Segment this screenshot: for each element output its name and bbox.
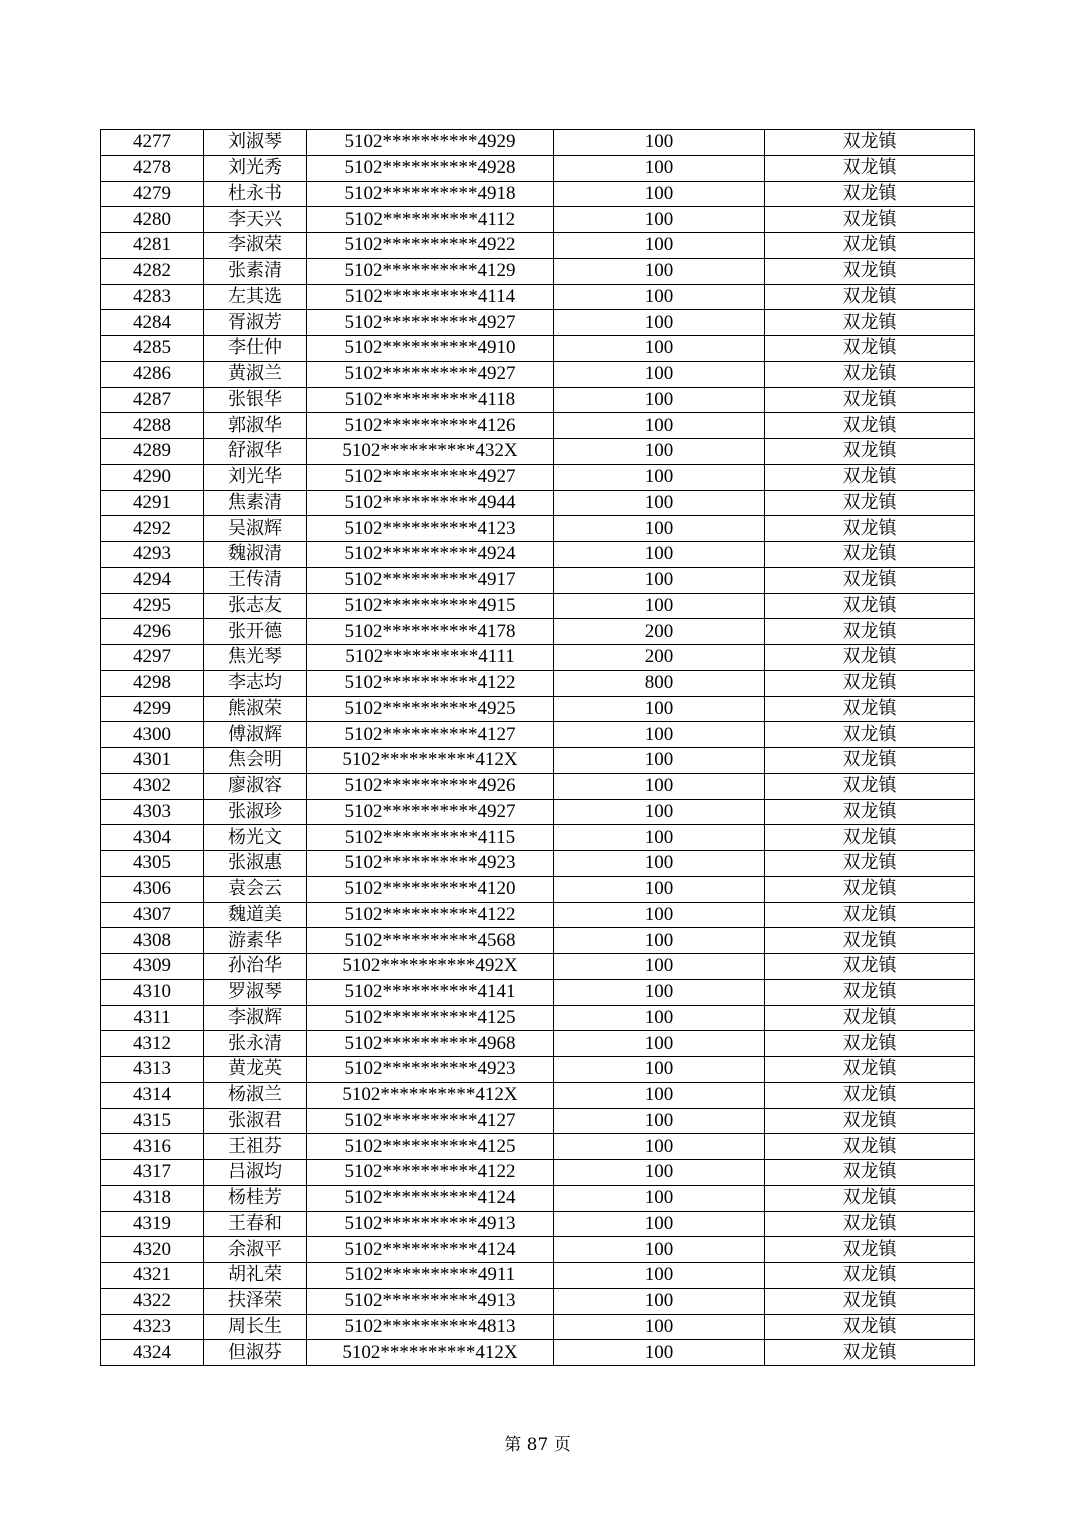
cell-id-number: 5102**********4122: [307, 902, 554, 928]
cell-name: 王春和: [204, 1211, 307, 1237]
cell-town: 双龙镇: [765, 1288, 975, 1314]
cell-serial-number: 4278: [101, 155, 204, 181]
cell-name: 刘淑琴: [204, 130, 307, 156]
table-row: [101, 207, 975, 233]
cell-amount: 100: [554, 1340, 765, 1366]
cell-amount: 100: [554, 413, 765, 439]
cell-amount: 100: [554, 1160, 765, 1186]
cell-town: 双龙镇: [765, 825, 975, 851]
cell-name: 胡礼荣: [204, 1263, 307, 1289]
table-row: [101, 1160, 975, 1186]
cell-town: 双龙镇: [765, 181, 975, 207]
cell-serial-number: 4318: [101, 1185, 204, 1211]
cell-name: 周长生: [204, 1314, 307, 1340]
cell-id-number: 5102**********4918: [307, 181, 554, 207]
cell-town: 双龙镇: [765, 336, 975, 362]
table-row: [101, 1005, 975, 1031]
table-row: [101, 310, 975, 336]
cell-town: 双龙镇: [765, 155, 975, 181]
table-row: [101, 336, 975, 362]
cell-serial-number: 4322: [101, 1288, 204, 1314]
cell-id-number: 5102**********4120: [307, 876, 554, 902]
cell-id-number: 5102**********412X: [307, 748, 554, 774]
cell-town: 双龙镇: [765, 1005, 975, 1031]
cell-serial-number: 4307: [101, 902, 204, 928]
table-row: [101, 155, 975, 181]
cell-amount: 100: [554, 258, 765, 284]
table-row: [101, 181, 975, 207]
cell-name: 余淑平: [204, 1237, 307, 1263]
cell-town: 双龙镇: [765, 619, 975, 645]
cell-id-number: 5102**********412X: [307, 1082, 554, 1108]
cell-serial-number: 4295: [101, 593, 204, 619]
cell-id-number: 5102**********4927: [307, 361, 554, 387]
table-row: [101, 928, 975, 954]
cell-name: 熊淑荣: [204, 696, 307, 722]
cell-town: 双龙镇: [765, 696, 975, 722]
cell-amount: 100: [554, 799, 765, 825]
cell-amount: 100: [554, 542, 765, 568]
cell-id-number: 5102**********4123: [307, 516, 554, 542]
cell-serial-number: 4288: [101, 413, 204, 439]
cell-id-number: 5102**********4915: [307, 593, 554, 619]
cell-id-number: 5102**********4568: [307, 928, 554, 954]
cell-serial-number: 4282: [101, 258, 204, 284]
cell-town: 双龙镇: [765, 387, 975, 413]
cell-id-number: 5102**********4926: [307, 773, 554, 799]
cell-amount: 100: [554, 1263, 765, 1289]
cell-serial-number: 4315: [101, 1108, 204, 1134]
cell-id-number: 5102**********4911: [307, 1263, 554, 1289]
cell-town: 双龙镇: [765, 1340, 975, 1366]
cell-name: 张淑珍: [204, 799, 307, 825]
table-row: [101, 670, 975, 696]
cell-amount: 100: [554, 361, 765, 387]
cell-amount: 100: [554, 310, 765, 336]
cell-name: 黄龙英: [204, 1057, 307, 1083]
cell-amount: 100: [554, 567, 765, 593]
cell-town: 双龙镇: [765, 207, 975, 233]
cell-name: 张淑惠: [204, 851, 307, 877]
cell-serial-number: 4313: [101, 1057, 204, 1083]
cell-amount: 100: [554, 207, 765, 233]
cell-town: 双龙镇: [765, 722, 975, 748]
cell-amount: 100: [554, 696, 765, 722]
cell-name: 张开德: [204, 619, 307, 645]
cell-serial-number: 4277: [101, 130, 204, 156]
cell-name: 魏道美: [204, 902, 307, 928]
cell-town: 双龙镇: [765, 670, 975, 696]
cell-serial-number: 4296: [101, 619, 204, 645]
cell-id-number: 5102**********4125: [307, 1134, 554, 1160]
cell-serial-number: 4309: [101, 954, 204, 980]
cell-town: 双龙镇: [765, 1082, 975, 1108]
cell-town: 双龙镇: [765, 310, 975, 336]
cell-town: 双龙镇: [765, 413, 975, 439]
page-number: 第 87 页: [504, 1435, 571, 1455]
table-row: [101, 876, 975, 902]
cell-amount: 100: [554, 387, 765, 413]
cell-name: 王传清: [204, 567, 307, 593]
cell-name: 舒淑华: [204, 439, 307, 465]
cell-serial-number: 4294: [101, 567, 204, 593]
cell-id-number: 5102**********4125: [307, 1005, 554, 1031]
cell-town: 双龙镇: [765, 1185, 975, 1211]
table-row: [101, 1237, 975, 1263]
cell-id-number: 5102**********432X: [307, 439, 554, 465]
cell-name: 张素清: [204, 258, 307, 284]
table-row: [101, 1082, 975, 1108]
cell-name: 李淑辉: [204, 1005, 307, 1031]
cell-amount: 200: [554, 645, 765, 671]
cell-serial-number: 4285: [101, 336, 204, 362]
cell-amount: 100: [554, 130, 765, 156]
cell-id-number: 5102**********412X: [307, 1340, 554, 1366]
table-row: [101, 233, 975, 259]
cell-serial-number: 4302: [101, 773, 204, 799]
cell-name: 吕淑均: [204, 1160, 307, 1186]
cell-amount: 100: [554, 593, 765, 619]
cell-serial-number: 4319: [101, 1211, 204, 1237]
cell-name: 罗淑琴: [204, 979, 307, 1005]
cell-amount: 100: [554, 1288, 765, 1314]
cell-name: 李天兴: [204, 207, 307, 233]
cell-amount: 100: [554, 155, 765, 181]
cell-town: 双龙镇: [765, 1263, 975, 1289]
cell-name: 傅淑辉: [204, 722, 307, 748]
cell-serial-number: 4303: [101, 799, 204, 825]
cell-serial-number: 4308: [101, 928, 204, 954]
cell-amount: 100: [554, 876, 765, 902]
cell-id-number: 5102**********4910: [307, 336, 554, 362]
cell-town: 双龙镇: [765, 748, 975, 774]
cell-id-number: 5102**********4927: [307, 464, 554, 490]
cell-amount: 100: [554, 1082, 765, 1108]
cell-id-number: 5102**********4127: [307, 722, 554, 748]
cell-name: 王祖芬: [204, 1134, 307, 1160]
cell-name: 李仕仲: [204, 336, 307, 362]
table-row: [101, 1134, 975, 1160]
cell-town: 双龙镇: [765, 876, 975, 902]
table-row: [101, 1288, 975, 1314]
cell-amount: 100: [554, 1237, 765, 1263]
cell-id-number: 5102**********4112: [307, 207, 554, 233]
table-row: [101, 516, 975, 542]
cell-name: 张银华: [204, 387, 307, 413]
cell-serial-number: 4298: [101, 670, 204, 696]
cell-id-number: 5102**********4126: [307, 413, 554, 439]
cell-id-number: 5102**********4115: [307, 825, 554, 851]
cell-amount: 100: [554, 439, 765, 465]
table-row: [101, 1108, 975, 1134]
cell-name: 杨光文: [204, 825, 307, 851]
cell-name: 杨淑兰: [204, 1082, 307, 1108]
cell-name: 但淑芬: [204, 1340, 307, 1366]
cell-serial-number: 4304: [101, 825, 204, 851]
cell-id-number: 5102**********4923: [307, 851, 554, 877]
cell-town: 双龙镇: [765, 284, 975, 310]
cell-id-number: 5102**********4924: [307, 542, 554, 568]
table-row: [101, 799, 975, 825]
cell-amount: 100: [554, 233, 765, 259]
cell-serial-number: 4301: [101, 748, 204, 774]
cell-serial-number: 4284: [101, 310, 204, 336]
cell-town: 双龙镇: [765, 490, 975, 516]
cell-town: 双龙镇: [765, 954, 975, 980]
table-row: [101, 567, 975, 593]
table-row: [101, 825, 975, 851]
cell-town: 双龙镇: [765, 361, 975, 387]
cell-name: 刘光秀: [204, 155, 307, 181]
cell-amount: 100: [554, 1314, 765, 1340]
cell-id-number: 5102**********4129: [307, 258, 554, 284]
table-row: [101, 593, 975, 619]
table-row: [101, 464, 975, 490]
cell-town: 双龙镇: [765, 516, 975, 542]
cell-town: 双龙镇: [765, 1314, 975, 1340]
cell-amount: 100: [554, 928, 765, 954]
cell-id-number: 5102**********4114: [307, 284, 554, 310]
cell-id-number: 5102**********4922: [307, 233, 554, 259]
cell-name: 黄淑兰: [204, 361, 307, 387]
table-row: [101, 722, 975, 748]
cell-name: 李志均: [204, 670, 307, 696]
cell-serial-number: 4314: [101, 1082, 204, 1108]
cell-amount: 100: [554, 490, 765, 516]
cell-amount: 100: [554, 825, 765, 851]
cell-amount: 100: [554, 1134, 765, 1160]
cell-id-number: 5102**********4118: [307, 387, 554, 413]
cell-amount: 100: [554, 1057, 765, 1083]
cell-id-number: 5102**********4141: [307, 979, 554, 1005]
cell-amount: 100: [554, 954, 765, 980]
cell-serial-number: 4317: [101, 1160, 204, 1186]
cell-town: 双龙镇: [765, 233, 975, 259]
table-row: [101, 1314, 975, 1340]
cell-serial-number: 4297: [101, 645, 204, 671]
table-row: [101, 748, 975, 774]
cell-amount: 200: [554, 619, 765, 645]
table-row: [101, 773, 975, 799]
cell-town: 双龙镇: [765, 593, 975, 619]
cell-name: 李淑荣: [204, 233, 307, 259]
cell-serial-number: 4300: [101, 722, 204, 748]
cell-name: 焦素清: [204, 490, 307, 516]
cell-amount: 100: [554, 284, 765, 310]
cell-serial-number: 4290: [101, 464, 204, 490]
cell-serial-number: 4299: [101, 696, 204, 722]
cell-town: 双龙镇: [765, 1108, 975, 1134]
cell-town: 双龙镇: [765, 928, 975, 954]
table-row: [101, 1031, 975, 1057]
cell-amount: 100: [554, 773, 765, 799]
table-row: [101, 851, 975, 877]
cell-serial-number: 4279: [101, 181, 204, 207]
cell-town: 双龙镇: [765, 1057, 975, 1083]
cell-serial-number: 4292: [101, 516, 204, 542]
table-row: [101, 439, 975, 465]
cell-name: 扶泽荣: [204, 1288, 307, 1314]
cell-amount: 800: [554, 670, 765, 696]
cell-town: 双龙镇: [765, 979, 975, 1005]
cell-name: 魏淑清: [204, 542, 307, 568]
records-table: [100, 129, 975, 1366]
cell-amount: 100: [554, 181, 765, 207]
cell-id-number: 5102**********4925: [307, 696, 554, 722]
cell-serial-number: 4321: [101, 1263, 204, 1289]
cell-serial-number: 4305: [101, 851, 204, 877]
table-row: [101, 979, 975, 1005]
cell-amount: 100: [554, 851, 765, 877]
cell-name: 游素华: [204, 928, 307, 954]
cell-amount: 100: [554, 1005, 765, 1031]
table-row: [101, 1340, 975, 1366]
table-row: [101, 1211, 975, 1237]
cell-name: 张志友: [204, 593, 307, 619]
cell-amount: 100: [554, 336, 765, 362]
cell-serial-number: 4291: [101, 490, 204, 516]
cell-id-number: 5102**********4968: [307, 1031, 554, 1057]
cell-amount: 100: [554, 1185, 765, 1211]
table-row: [101, 490, 975, 516]
cell-town: 双龙镇: [765, 567, 975, 593]
cell-name: 左其选: [204, 284, 307, 310]
cell-town: 双龙镇: [765, 542, 975, 568]
cell-town: 双龙镇: [765, 1031, 975, 1057]
cell-serial-number: 4311: [101, 1005, 204, 1031]
cell-name: 郭淑华: [204, 413, 307, 439]
table-row: [101, 902, 975, 928]
cell-name: 张淑君: [204, 1108, 307, 1134]
cell-town: 双龙镇: [765, 645, 975, 671]
cell-id-number: 5102**********4927: [307, 799, 554, 825]
cell-town: 双龙镇: [765, 130, 975, 156]
cell-amount: 100: [554, 748, 765, 774]
cell-town: 双龙镇: [765, 773, 975, 799]
table-row: [101, 1057, 975, 1083]
cell-amount: 100: [554, 979, 765, 1005]
table-row: [101, 130, 975, 156]
cell-serial-number: 4316: [101, 1134, 204, 1160]
cell-serial-number: 4286: [101, 361, 204, 387]
cell-town: 双龙镇: [765, 1134, 975, 1160]
cell-amount: 100: [554, 1211, 765, 1237]
table-row: [101, 361, 975, 387]
table-row: [101, 542, 975, 568]
cell-name: 胥淑芳: [204, 310, 307, 336]
table-row: [101, 1185, 975, 1211]
cell-id-number: 5102**********4923: [307, 1057, 554, 1083]
cell-serial-number: 4320: [101, 1237, 204, 1263]
cell-id-number: 5102**********4124: [307, 1185, 554, 1211]
table-row: [101, 413, 975, 439]
cell-name: 杜永书: [204, 181, 307, 207]
table-row: [101, 645, 975, 671]
cell-town: 双龙镇: [765, 1160, 975, 1186]
cell-name: 杨桂芳: [204, 1185, 307, 1211]
cell-amount: 100: [554, 1031, 765, 1057]
cell-serial-number: 4324: [101, 1340, 204, 1366]
cell-amount: 100: [554, 464, 765, 490]
table-row: [101, 619, 975, 645]
cell-serial-number: 4312: [101, 1031, 204, 1057]
cell-amount: 100: [554, 516, 765, 542]
cell-name: 张永清: [204, 1031, 307, 1057]
cell-id-number: 5102**********4122: [307, 1160, 554, 1186]
cell-name: 焦光琴: [204, 645, 307, 671]
cell-serial-number: 4306: [101, 876, 204, 902]
cell-amount: 100: [554, 722, 765, 748]
cell-town: 双龙镇: [765, 1237, 975, 1263]
cell-serial-number: 4293: [101, 542, 204, 568]
cell-town: 双龙镇: [765, 464, 975, 490]
cell-id-number: 5102**********4127: [307, 1108, 554, 1134]
cell-name: 廖淑容: [204, 773, 307, 799]
table-row: [101, 284, 975, 310]
cell-town: 双龙镇: [765, 799, 975, 825]
table-row: [101, 696, 975, 722]
cell-serial-number: 4280: [101, 207, 204, 233]
cell-name: 孙治华: [204, 954, 307, 980]
cell-amount: 100: [554, 902, 765, 928]
cell-id-number: 5102**********4111: [307, 645, 554, 671]
table-row: [101, 258, 975, 284]
cell-id-number: 5102**********4944: [307, 490, 554, 516]
cell-town: 双龙镇: [765, 439, 975, 465]
cell-id-number: 5102**********492X: [307, 954, 554, 980]
cell-id-number: 5102**********4122: [307, 670, 554, 696]
cell-id-number: 5102**********4929: [307, 130, 554, 156]
cell-serial-number: 4289: [101, 439, 204, 465]
cell-id-number: 5102**********4913: [307, 1211, 554, 1237]
cell-id-number: 5102**********4917: [307, 567, 554, 593]
cell-id-number: 5102**********4928: [307, 155, 554, 181]
table-row: [101, 954, 975, 980]
cell-serial-number: 4323: [101, 1314, 204, 1340]
cell-id-number: 5102**********4913: [307, 1288, 554, 1314]
cell-serial-number: 4283: [101, 284, 204, 310]
cell-town: 双龙镇: [765, 1211, 975, 1237]
cell-town: 双龙镇: [765, 902, 975, 928]
cell-town: 双龙镇: [765, 851, 975, 877]
cell-id-number: 5102**********4927: [307, 310, 554, 336]
cell-id-number: 5102**********4124: [307, 1237, 554, 1263]
records-table-body: [101, 130, 975, 1366]
cell-id-number: 5102**********4813: [307, 1314, 554, 1340]
cell-name: 焦会明: [204, 748, 307, 774]
cell-name: 袁会云: [204, 876, 307, 902]
cell-name: 吴淑辉: [204, 516, 307, 542]
cell-town: 双龙镇: [765, 258, 975, 284]
table-row: [101, 387, 975, 413]
cell-amount: 100: [554, 1108, 765, 1134]
cell-serial-number: 4287: [101, 387, 204, 413]
table-row: [101, 1263, 975, 1289]
cell-name: 刘光华: [204, 464, 307, 490]
cell-id-number: 5102**********4178: [307, 619, 554, 645]
cell-serial-number: 4310: [101, 979, 204, 1005]
cell-serial-number: 4281: [101, 233, 204, 259]
